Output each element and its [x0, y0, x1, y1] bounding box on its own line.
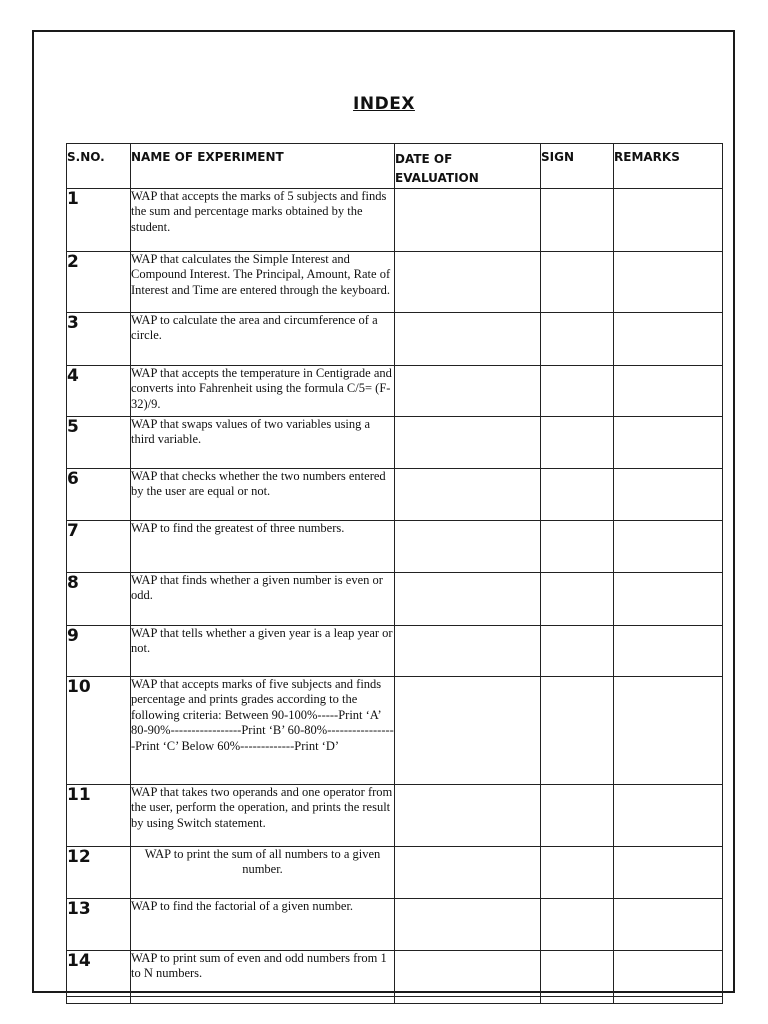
- row-date-cell: [395, 626, 541, 677]
- row-sign-cell: [541, 313, 614, 366]
- row-sno: 6: [67, 469, 131, 521]
- row-remarks-cell: [614, 847, 723, 899]
- table-row: [67, 677, 723, 785]
- row-remarks-cell: [614, 366, 723, 417]
- row-experiment-name: WAP that accepts the temperature in Centigrade and converts into Fahrenheit using the formula C/5= (F-32)/9.: [131, 366, 395, 417]
- row-cell: [614, 997, 723, 1004]
- row-sno: 2: [67, 252, 131, 313]
- row-remarks-cell: [614, 252, 723, 313]
- row-sno: 10: [67, 677, 131, 785]
- row-sno: 8: [67, 573, 131, 626]
- table-row: [67, 469, 723, 521]
- row-sno: 11: [67, 785, 131, 847]
- row-sno: 4: [67, 366, 131, 417]
- header-sign: SIGN: [541, 144, 614, 189]
- row-sno: 3: [67, 313, 131, 366]
- row-sno: 9: [67, 626, 131, 677]
- row-date-cell: [395, 469, 541, 521]
- table-row: [67, 189, 723, 252]
- row-date-cell: [395, 785, 541, 847]
- row-experiment-name: WAP that calculates the Simple Interest and Compound Interest. The Principal, Amount, Rate of Interest and Time are entered through the keyboard.: [131, 252, 395, 313]
- row-cell: [541, 997, 614, 1004]
- row-date-cell: [395, 252, 541, 313]
- row-sign-cell: [541, 785, 614, 847]
- table-row: [67, 951, 723, 997]
- row-experiment-name: WAP that accepts the marks of 5 subjects and finds the sum and percentage marks obtained by the student.: [131, 189, 395, 252]
- row-experiment-name: WAP to find the factorial of a given number.: [131, 899, 395, 951]
- table-row: [67, 899, 723, 951]
- header-name-of-experiment: NAME OF EXPERIMENT: [131, 144, 395, 189]
- row-sign-cell: [541, 677, 614, 785]
- row-remarks-cell: [614, 313, 723, 366]
- row-sign-cell: [541, 951, 614, 997]
- row-sign-cell: [541, 189, 614, 252]
- row-remarks-cell: [614, 899, 723, 951]
- row-date-cell: [395, 573, 541, 626]
- row-date-cell: [395, 313, 541, 366]
- row-sign-cell: [541, 366, 614, 417]
- row-sno: 12: [67, 847, 131, 899]
- row-sno: 1: [67, 189, 131, 252]
- row-remarks-cell: [614, 469, 723, 521]
- row-experiment-name: WAP that takes two operands and one operator from the user, perform the operation, and prints the result by using Switch statement.: [131, 785, 395, 847]
- row-sign-cell: [541, 521, 614, 573]
- row-date-cell: [395, 847, 541, 899]
- row-remarks-cell: [614, 573, 723, 626]
- table-row: [67, 847, 723, 899]
- row-experiment-name: WAP that tells whether a given year is a leap year or not.: [131, 626, 395, 677]
- row-experiment-name: WAP to print the sum of all numbers to a given number.: [131, 847, 395, 899]
- row-remarks-cell: [614, 189, 723, 252]
- row-sign-cell: [541, 626, 614, 677]
- row-sign-cell: [541, 573, 614, 626]
- row-remarks-cell: [614, 677, 723, 785]
- header-date-line2: EVALUATION: [395, 171, 479, 185]
- header-remarks: REMARKS: [614, 144, 723, 189]
- row-date-cell: [395, 951, 541, 997]
- index-table: [66, 143, 723, 1004]
- row-cell: [67, 997, 131, 1004]
- row-experiment-name: WAP that checks whether the two numbers entered by the user are equal or not.: [131, 469, 395, 521]
- header-date-of-evaluation: [395, 144, 541, 189]
- row-remarks-cell: [614, 521, 723, 573]
- row-experiment-name: WAP to calculate the area and circumference of a circle.: [131, 313, 395, 366]
- table-row-cut-off: [67, 997, 723, 1004]
- row-cell: [395, 997, 541, 1004]
- row-sign-cell: [541, 417, 614, 469]
- row-date-cell: [395, 677, 541, 785]
- table-row: [67, 626, 723, 677]
- header-sno: S.NO.: [67, 144, 131, 189]
- row-experiment-name: WAP to find the greatest of three numbers.: [131, 521, 395, 573]
- row-remarks-cell: [614, 785, 723, 847]
- table-row: [67, 313, 723, 366]
- row-date-cell: [395, 189, 541, 252]
- table-row: [67, 252, 723, 313]
- row-experiment-name: WAP that finds whether a given number is even or odd.: [131, 573, 395, 626]
- row-date-cell: [395, 521, 541, 573]
- header-row: [67, 144, 723, 189]
- page-title: INDEX: [353, 94, 415, 114]
- row-sno: 14: [67, 951, 131, 997]
- row-experiment-name: WAP that swaps values of two variables using a third variable.: [131, 417, 395, 469]
- row-date-cell: [395, 366, 541, 417]
- row-experiment-name: WAP that accepts marks of five subjects and finds percentage and prints grades according to the following criteria: Between 90-100%-----Print ‘A’ 80-90%-----------------Print ‘B’ 60-80%-----------------Print ‘C’ Below 60%-------------Print ‘D’: [131, 677, 395, 785]
- row-experiment-name: WAP to print sum of even and odd numbers from 1 to N numbers.: [131, 951, 395, 997]
- header-date-line1: DATE OF: [395, 152, 453, 166]
- row-remarks-cell: [614, 626, 723, 677]
- table-row: [67, 573, 723, 626]
- table-row: [67, 521, 723, 573]
- table-row: [67, 785, 723, 847]
- table-row: [67, 417, 723, 469]
- row-remarks-cell: [614, 417, 723, 469]
- row-sno: 7: [67, 521, 131, 573]
- row-sno: 5: [67, 417, 131, 469]
- row-sno: 13: [67, 899, 131, 951]
- row-cell: [131, 997, 395, 1004]
- row-sign-cell: [541, 899, 614, 951]
- row-sign-cell: [541, 847, 614, 899]
- row-date-cell: [395, 899, 541, 951]
- row-sign-cell: [541, 252, 614, 313]
- row-date-cell: [395, 417, 541, 469]
- row-sign-cell: [541, 469, 614, 521]
- table-row: [67, 366, 723, 417]
- row-remarks-cell: [614, 951, 723, 997]
